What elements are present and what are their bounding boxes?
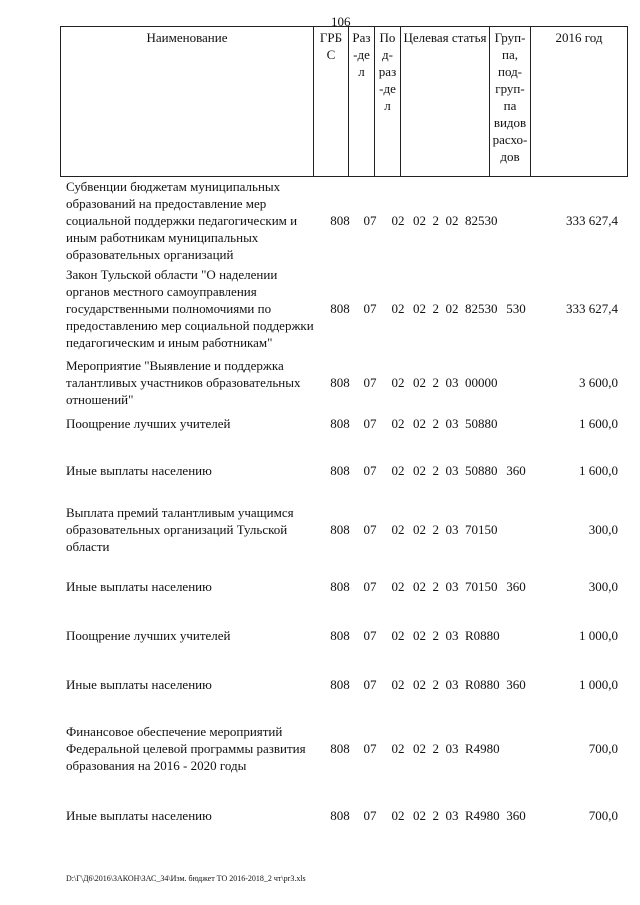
row-target: 02 2 03 R0880 xyxy=(413,628,500,643)
row-name: Иные выплаты населению xyxy=(66,463,212,478)
row-razdel: 07 xyxy=(363,301,377,316)
row-podrazdel: 02 xyxy=(391,579,405,594)
row-podrazdel: 02 xyxy=(391,213,405,228)
row-razdel: 07 xyxy=(363,677,377,692)
row-razdel: 07 xyxy=(363,416,377,431)
row-vid: 360 xyxy=(506,579,526,594)
row-vid: 360 xyxy=(506,677,526,692)
row-amount: 1 000,0 xyxy=(579,677,618,692)
row-target: 02 2 03 R0880 xyxy=(413,677,500,692)
row-grbs: 808 xyxy=(330,741,350,756)
row-target: 02 2 03 00000 xyxy=(413,375,498,390)
row-target: 02 2 03 R4980 xyxy=(413,808,500,823)
row-razdel: 07 xyxy=(363,579,377,594)
row-podrazdel: 02 xyxy=(391,301,405,316)
row-grbs: 808 xyxy=(330,301,350,316)
footer-file-path: D:\Г\Д6\2016\ЗАКОН\ЗАС_34\Изм. бюджет ТО 2016-2018_2 чт\pr3.xls xyxy=(66,874,306,883)
row-podrazdel: 02 xyxy=(391,677,405,692)
row-grbs: 808 xyxy=(330,213,350,228)
header-razdel: Раз-дел xyxy=(349,27,375,177)
row-grbs: 808 xyxy=(330,463,350,478)
row-podrazdel: 02 xyxy=(391,628,405,643)
row-name: Иные выплаты населению xyxy=(66,677,212,692)
row-amount: 300,0 xyxy=(588,522,618,537)
row-amount: 300,0 xyxy=(588,579,618,594)
row-amount: 1 600,0 xyxy=(579,416,618,431)
row-target: 02 2 02 82530 xyxy=(413,213,498,228)
row-razdel: 07 xyxy=(363,213,377,228)
row-amount: 700,0 xyxy=(588,808,618,823)
row-vid: 360 xyxy=(506,808,526,823)
row-name: Мероприятие "Выявление и поддержка талантливых участников образовательных отношений" xyxy=(66,358,301,407)
row-target: 02 2 03 70150 xyxy=(413,522,498,537)
row-vid: 530 xyxy=(506,301,526,316)
page-number: 106 xyxy=(331,14,351,29)
row-target: 02 2 03 50880 xyxy=(413,463,498,478)
row-grbs: 808 xyxy=(330,579,350,594)
row-amount: 1 600,0 xyxy=(579,463,618,478)
row-name: Поощрение лучших учителей xyxy=(66,628,231,643)
row-amount: 333 627,4 xyxy=(566,301,618,316)
row-razdel: 07 xyxy=(363,463,377,478)
row-grbs: 808 xyxy=(330,808,350,823)
row-target: 02 2 03 50880 xyxy=(413,416,498,431)
row-podrazdel: 02 xyxy=(391,463,405,478)
row-razdel: 07 xyxy=(363,808,377,823)
row-amount: 1 000,0 xyxy=(579,628,618,643)
header-podrazdel: Под-раз-дел xyxy=(375,27,401,177)
row-razdel: 07 xyxy=(363,741,377,756)
row-grbs: 808 xyxy=(330,677,350,692)
header-grbs: ГРБС xyxy=(314,27,349,177)
row-target: 02 2 02 82530 xyxy=(413,301,498,316)
row-target: 02 2 03 70150 xyxy=(413,579,498,594)
row-grbs: 808 xyxy=(330,522,350,537)
row-podrazdel: 02 xyxy=(391,416,405,431)
row-podrazdel: 02 xyxy=(391,522,405,537)
row-name: Поощрение лучших учителей xyxy=(66,416,231,431)
row-target: 02 2 03 R4980 xyxy=(413,741,500,756)
row-amount: 700,0 xyxy=(588,741,618,756)
row-name: Финансовое обеспечение мероприятий Федеральной целевой программы развития образования на 2016 - 2020 годы xyxy=(66,724,306,773)
header-target: Целевая статья xyxy=(401,27,490,177)
row-amount: 3 600,0 xyxy=(579,375,618,390)
row-vid: 360 xyxy=(506,463,526,478)
row-razdel: 07 xyxy=(363,375,377,390)
row-podrazdel: 02 xyxy=(391,741,405,756)
header-year: 2016 год xyxy=(531,27,628,177)
row-amount: 333 627,4 xyxy=(566,213,618,228)
row-grbs: 808 xyxy=(330,375,350,390)
row-podrazdel: 02 xyxy=(391,375,405,390)
row-name: Выплата премий талантливым учащимся образовательных организаций Тульской области xyxy=(66,505,294,554)
row-name: Иные выплаты населению xyxy=(66,579,212,594)
row-podrazdel: 02 xyxy=(391,808,405,823)
row-razdel: 07 xyxy=(363,628,377,643)
header-name: Наименование xyxy=(61,27,314,177)
row-name: Закон Тульской области "О наделении органов местного самоуправления государственными полномочиями по предоставлению мер социальной поддержки педагогическим и иным работникам" xyxy=(66,267,314,350)
header-vid: Груп-па, под-груп-па видов расхо-дов xyxy=(490,27,531,177)
row-name: Субвенции бюджетам муниципальных образований на предоставление мер социальной поддержки педагогическим и иным работникам муниципальных образовательных организаций xyxy=(66,179,298,262)
row-name: Иные выплаты населению xyxy=(66,808,212,823)
row-grbs: 808 xyxy=(330,416,350,431)
row-razdel: 07 xyxy=(363,522,377,537)
row-grbs: 808 xyxy=(330,628,350,643)
